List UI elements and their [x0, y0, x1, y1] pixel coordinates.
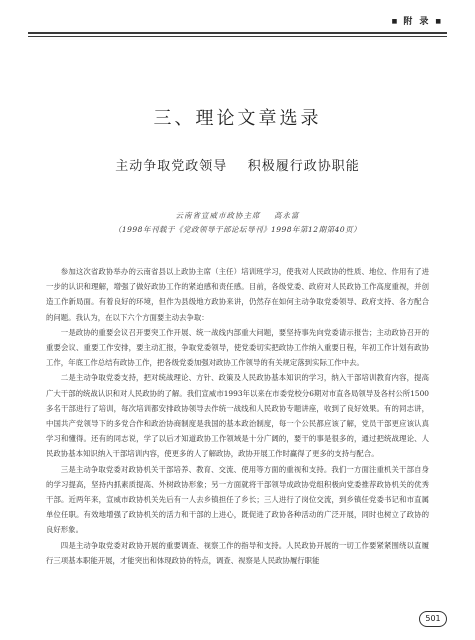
- header-rule: [28, 12, 447, 34]
- article-title: 主动争取党政领导 积极履行政协职能: [115, 159, 360, 174]
- body-paragraph: 三是主动争取党委对政协机关干部培养、教育、交流、使用等方面的重视和支持。我们一方面注重机关干部自身的学习提高，坚持内抓素质提高、外树政协形象；另一方面就将干部领导成政协党组积极向党委推荐政协机关的优秀干部。近两年来，宣威市政协机关先后有一人去乡镇担任了乡长；三人进行了岗位交流，到乡镇任党委书记和市直属单位任职。有效地增强了政协机关的活力和干部的上进心，既促进了政协各种活动的广泛开展，同时也树立了政协的良好形象。: [46, 464, 429, 535]
- section-title: 三、理论文章选录: [153, 108, 322, 129]
- article-byline: 云南省宣威市政协主席 高永富: [175, 211, 300, 220]
- running-header: ■ 附录 ■: [392, 14, 441, 27]
- article-body: [46, 264, 429, 568]
- body-paragraph: 二是主动争取党委支持，把对统战理论、方针、政策及人民政协基本知识的学习，纳入干部培训教育内容，提高广大干部的统战认识和对人民政协的了解。我们宣威市1993年以来在市委党校分6期对市直各局领导及各村公所1500多名干部进行了培训，每次培训都安排政协领导去作统一战线和人民政协专题讲座，收到了良好效果。有的同志讲，中国共产党领导下的多党合作和政治协商制度是我国的基本政治制度，每一个公民都应该了解，党员干部更应该认真学习和懂得。还有的同志说，学了以后才知道政协工作领域是十分广阔的，要干的事是很多的，通过把统战理论、人民政协基本知识纳入干部培训内容，使更多的人了解政协，政协开展工作时赢得了更多的支持与配合。: [46, 373, 429, 459]
- body-paragraph: 参加这次省政协举办的云南省县以上政协主席（主任）培训班学习，使我对人民政协的性质、地位、作用有了进一步的认识和理解，增强了做好政协工作的紧迫感和责任感。目前，各级党委、政府对人民政协工作高度重视，并创造工作新局面。有着良好的环境，但作为县级地方政协来讲，仍然存在如何主动争取党委领导、政府支持、各方配合的问题。我认为，在以下六个方面要主动去争取：: [46, 267, 429, 322]
- page-number: 501: [419, 611, 447, 627]
- body-paragraph: 一是政协的重要会议召开要突工作开展、统一战线内部重大问题，要坚持事先向党委请示报告；主动政协召开的重要会议、重要工作安排，要主动汇报，争取党委领导，使党委切实把政协工作纳入重要日程，年初工作计划有政协工作，年底工作总结有政协工作，把各级党委加强对政协工作领导的有关规定落到实际工作中去。: [46, 327, 429, 368]
- article-source: （1998年刊载于《党政领导干部论坛导刊》1998年第12期第40页）: [113, 225, 362, 234]
- body-paragraph: 四是主动争取党委对政协开展的重要调查、视察工作的指导和支持。人民政协开展的一切工作要紧紧围绕以直履行三项基本职能开展，才能突出和体现政协的特点，调查、视察是人民政协履行职能: [46, 540, 429, 565]
